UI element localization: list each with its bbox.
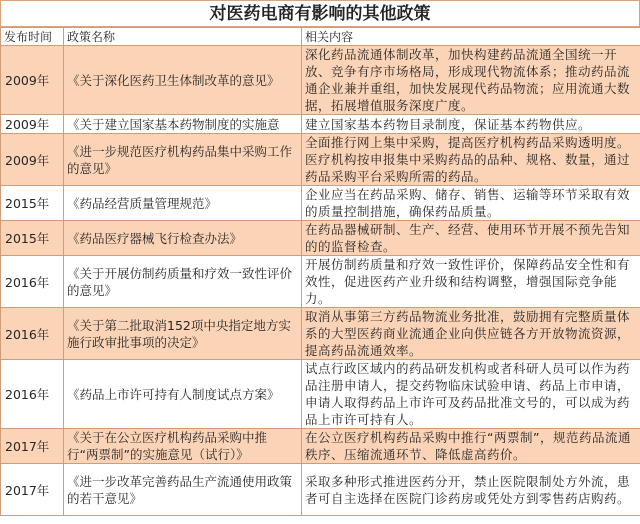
row-content: 在药品器械研制、生产、经营、使用环节开展不预先告知的的监督检查。 <box>302 221 640 256</box>
table-row <box>1 308 640 360</box>
row-policy-name: 《药品上市许可持有人制度试点方案》 <box>64 360 302 429</box>
row-year: 2017年 <box>1 464 64 516</box>
row-policy-name: 《关于建立国家基本药物制度的实施意 <box>64 115 302 134</box>
row-year: 2016年 <box>1 360 64 429</box>
table-title: 对医药电商有影响的其他政策 <box>0 0 640 27</box>
table-row <box>1 464 640 516</box>
header-policy-name: 政策名称 <box>64 28 302 46</box>
row-year: 2009年 <box>1 134 64 186</box>
row-content: 深化药品流通体制改革，加快构建药品流通全国统一开放、竞争有序市场格局，形成现代物流体系；推动药品流通企业兼并重组，加快发展现代药品物流；应用流通大数据，拓展增值服务深度广度。 <box>302 46 640 115</box>
row-policy-name: 《关于第二批取消152项中央指定地方实施行政审批事项的决定》 <box>64 308 302 360</box>
table-row <box>1 186 640 221</box>
row-year: 2009年 <box>1 115 64 134</box>
header-content: 相关内容 <box>302 28 640 46</box>
row-content: 建立国家基本药物目录制度，保证基本药物供应。 <box>302 115 640 134</box>
row-content: 企业应当在药品采购、储存、销售、运输等环节采取有效的质量控制措施，确保药品质量。 <box>302 186 640 221</box>
row-content: 取消从事第三方药品物流业务批准，鼓励拥有完整质量体系的大型医药商业流通企业向供应链各方开放物流资源，提高药品流通效率。 <box>302 308 640 360</box>
row-policy-name: 《关于开展仿制药质量和疗效一致性评价的意见》 <box>64 256 302 308</box>
row-content: 采取多种形式推进医药分开，禁止医院限制处方外流，患者可自主选择在医院门诊药房或凭处方到零售药店购药。 <box>302 464 640 516</box>
table-row <box>1 115 640 134</box>
table-row <box>1 134 640 186</box>
row-content: 全面推行网上集中采购，提高医疗机构药品采购透明度。医疗机构按申报集中采购药品的品种、规格、数量，通过药品采购平台采购所需的药品。 <box>302 134 640 186</box>
table-row <box>1 360 640 429</box>
table-row <box>1 46 640 115</box>
row-content: 在公立医疗机构药品采购中推行“两票制”，规范药品流通秩序、压缩流通环节、降低虚高药价。 <box>302 429 640 464</box>
policy-table <box>0 27 640 516</box>
row-year: 2016年 <box>1 256 64 308</box>
row-policy-name: 《关于深化医药卫生体制改革的意见》 <box>64 46 302 115</box>
row-policy-name: 《进一步规范医疗机构药品集中采购工作的意见》 <box>64 134 302 186</box>
row-year: 2017年 <box>1 429 64 464</box>
row-year: 2015年 <box>1 221 64 256</box>
row-year: 2016年 <box>1 308 64 360</box>
row-year: 2009年 <box>1 46 64 115</box>
table-row <box>1 429 640 464</box>
row-content: 试点行政区域内的药品研发机构或者科研人员可以作为药品注册申请人，提交药物临床试验申请、药品上市申请，申请人取得药品上市许可及药品批准文号的，可以成为药品上市许可持有人。 <box>302 360 640 429</box>
row-policy-name: 《药品医疗器械飞行检查办法》 <box>64 221 302 256</box>
table-row <box>1 221 640 256</box>
row-policy-name: 《药品经营质量管理规范》 <box>64 186 302 221</box>
row-content: 开展仿制药质量和疗效一致性评价，保障药品安全性和有效性，促进医药产业升级和结构调整，增强国际竞争能力。 <box>302 256 640 308</box>
row-policy-name: 《关于在公立医疗机构药品采购中推行“两票制”的实施意见（试行）》 <box>64 429 302 464</box>
header-row <box>1 28 640 46</box>
header-date: 发布时间 <box>1 28 64 46</box>
table-row <box>1 256 640 308</box>
row-year: 2015年 <box>1 186 64 221</box>
row-policy-name: 《进一步改革完善药品生产流通使用政策的若干意见》 <box>64 464 302 516</box>
